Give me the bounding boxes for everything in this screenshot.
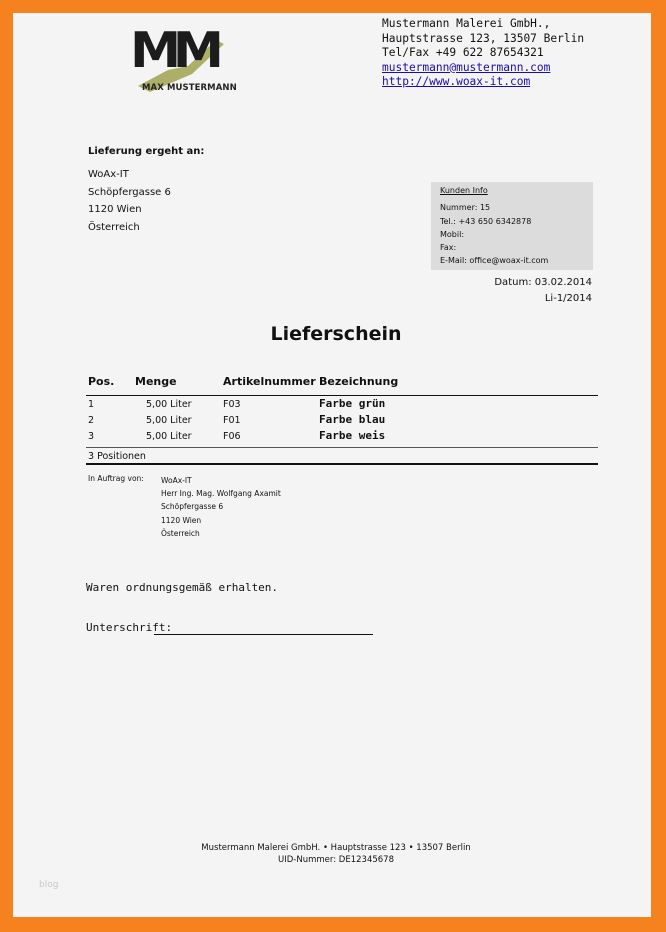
watermark: blog <box>39 880 59 890</box>
commission-line: 1120 Wien <box>161 515 202 525</box>
recipient-line: Österreich <box>88 221 140 233</box>
commission-line: WoAx-IT <box>161 476 192 485</box>
company-name: Mustermann Malerei GmbH., <box>382 17 551 30</box>
customer-number: Nummer: 15 <box>440 203 491 212</box>
row-1-description: Farbe grün <box>319 397 386 410</box>
document-date: Datum: 03.02.2014 <box>494 277 592 288</box>
customer-mobile: Mobil: <box>440 230 465 239</box>
logo-letters: MM <box>130 22 216 79</box>
table-header-divider <box>86 395 598 396</box>
column-header-qty: Menge <box>135 375 177 388</box>
row-2-qty: 5,00 Liter <box>146 415 192 426</box>
column-header-description: Bezeichnung <box>319 375 399 388</box>
document-number: Li-1/2014 <box>544 293 592 304</box>
column-header-pos: Pos. <box>88 375 115 388</box>
column-header-article: Artikelnummer <box>223 375 316 388</box>
company-street: Hauptstrasse 123, 13507 Berlin <box>382 31 585 45</box>
delivery-heading: Lieferung ergeht an: <box>88 146 205 157</box>
commission-label: In Auftrag von: <box>88 474 144 483</box>
commission-address <box>161 474 281 540</box>
row-3-article: F06 <box>223 431 241 442</box>
company-email-link[interactable]: mustermann@mustermann.com <box>382 60 551 74</box>
company-website-link[interactable]: http://www.woax-it.com <box>382 75 531 88</box>
customer-email: E-Mail: office@woax-it.com <box>440 256 549 265</box>
document-page <box>13 13 651 917</box>
row-2-article: F01 <box>223 415 241 426</box>
commission-line: Herr Ing. Mag. Wolfgang Axamit <box>161 489 281 499</box>
company-phone: Tel/Fax +49 622 87654321 <box>382 46 544 59</box>
row-1-qty: 5,00 Liter <box>146 399 192 410</box>
customer-fax: Fax: <box>440 243 457 252</box>
table-footer-divider <box>86 463 598 465</box>
commission-line: Österreich <box>161 528 200 538</box>
row-2-pos: 2 <box>88 415 95 426</box>
document-title: Lieferschein <box>270 323 402 345</box>
positions-summary: 3 Positionen <box>88 451 146 462</box>
recipient-line: 1120 Wien <box>88 204 142 216</box>
customer-info-box <box>431 182 593 270</box>
recipient-address <box>88 166 171 236</box>
goods-received-statement: Waren ordnungsgemäß erhalten. <box>86 581 279 594</box>
signature-label: Unterschrift: <box>86 621 173 634</box>
company-address-block <box>382 17 584 90</box>
row-3-qty: 5,00 Liter <box>146 431 192 442</box>
recipient-line: Schöpfergasse 6 <box>88 186 171 198</box>
signature-line <box>154 634 373 635</box>
document-meta <box>494 275 592 307</box>
commission-line: Schöpfergasse 6 <box>161 502 224 512</box>
recipient-line: WoAx-IT <box>88 169 129 180</box>
page-footer <box>13 843 659 866</box>
customer-phone: Tel.: +43 650 6342878 <box>440 217 532 226</box>
row-3-pos: 3 <box>88 431 95 442</box>
footer-vat-id: UID-Nummer: DE12345678 <box>278 854 394 865</box>
footer-address: Mustermann Malerei GmbH. • Hauptstrasse 123 • 13507 Berlin <box>201 843 471 853</box>
company-logo <box>130 22 237 96</box>
customer-info-title: Kunden Info <box>440 186 488 195</box>
table-body-divider <box>86 447 598 448</box>
row-1-pos: 1 <box>88 399 95 410</box>
logo-name: MAX MUSTERMANN <box>142 83 237 93</box>
row-2-description: Farbe blau <box>319 413 386 426</box>
row-1-article: F03 <box>223 399 241 410</box>
row-3-description: Farbe weis <box>319 429 386 442</box>
